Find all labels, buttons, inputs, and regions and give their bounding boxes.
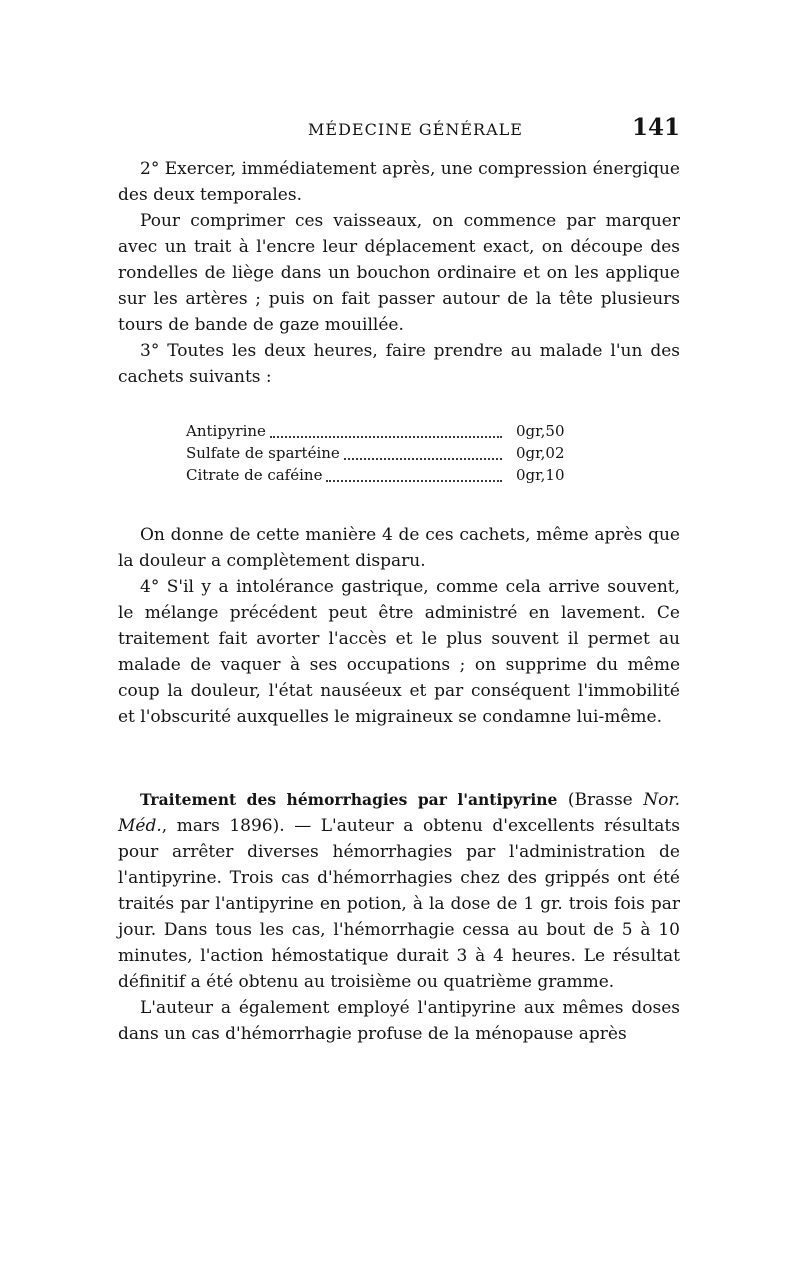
paragraph-step-4: 4° S'il y a intolérance gastrique, comme cela arrive souvent, le mélange précédent peut être administré en lavement. Ce traitement fait avorter l'accès et le plus souvent il permet au malade de vaquer à ses occupations ; on supprime du même coup la douleur, l'état nauséeux et par conséquent l'immobilité et l'obscurité auxquelles le migraineux se condamne lui-même. — [118, 577, 680, 727]
running-head — [118, 114, 680, 146]
prescription-ingredient: Antipyrine — [186, 422, 266, 440]
prescription-dose: 0gr,02 — [516, 444, 565, 462]
source-date: , mars 1896). — — [161, 816, 321, 836]
prescription-row — [186, 420, 626, 442]
paragraph-dosage-note: On donne de cette manière 4 de ces cachets, même après que la douleur a complètement disparu. — [118, 525, 680, 571]
prescription-row — [186, 464, 626, 486]
paragraph-step-2: 2° Exercer, immédiatement après, une compression énergique des deux temporales. — [118, 159, 680, 205]
dotted-leader — [344, 458, 502, 460]
paragraph-menopause: L'auteur a également employé l'antipyrine aux mêmes doses dans un cas d'hémorrhagie profuse de la ménopause après — [118, 998, 680, 1044]
prescription-row — [186, 442, 626, 464]
paragraph-step-3: 3° Toutes les deux heures, faire prendre au malade l'un des cachets suivants : — [118, 341, 680, 387]
source-journal: Nor. Méd. — [118, 790, 680, 836]
prescription-ingredient: Citrate de caféine — [186, 466, 323, 484]
section-paragraph — [118, 787, 680, 995]
prescription-ingredient: Sulfate de spartéine — [186, 444, 340, 462]
dotted-leader — [326, 480, 502, 482]
source-author: (Brasse — [567, 790, 633, 810]
dotted-leader — [270, 436, 502, 438]
hemorrhage-section — [118, 787, 680, 1047]
section-heading: Traitement des hémorrhagies par l'antipyrine — [140, 790, 558, 809]
continuation-text — [118, 522, 680, 730]
prescription — [186, 420, 626, 486]
prescription-dose: 0gr,50 — [516, 422, 565, 440]
page-number: 141 — [631, 114, 680, 141]
prescription-dose: 0gr,10 — [516, 466, 565, 484]
intro-text — [118, 156, 680, 390]
running-title: MÉDECINE GÉNÉRALE — [308, 120, 523, 139]
section-body: L'auteur a obtenu d'excellents résultats pour arrêter diverses hémorrhagies par l'administration de l'antipyrine. Trois cas d'hémorrhagies chez des grippés ont été traités par l'antipyrine en potion, à la dose de 1 gr. trois fois par jour. Dans tous les cas, l'hémorrhagie cessa au bout de 5 à 10 minutes, l'action hémostatique durait 3 à 4 heures. Le résultat définitif a été obtenu au troisième ou quatrième gramme. — [118, 816, 680, 992]
paragraph-compression-method: Pour comprimer ces vaisseaux, on commence par marquer avec un trait à l'encre leur déplacement exact, on découpe des rondelles de liège dans un bouchon ordinaire et on les applique sur les artères ; puis on fait passer autour de la tête plusieurs tours de bande de gaze mouillée. — [118, 211, 680, 335]
